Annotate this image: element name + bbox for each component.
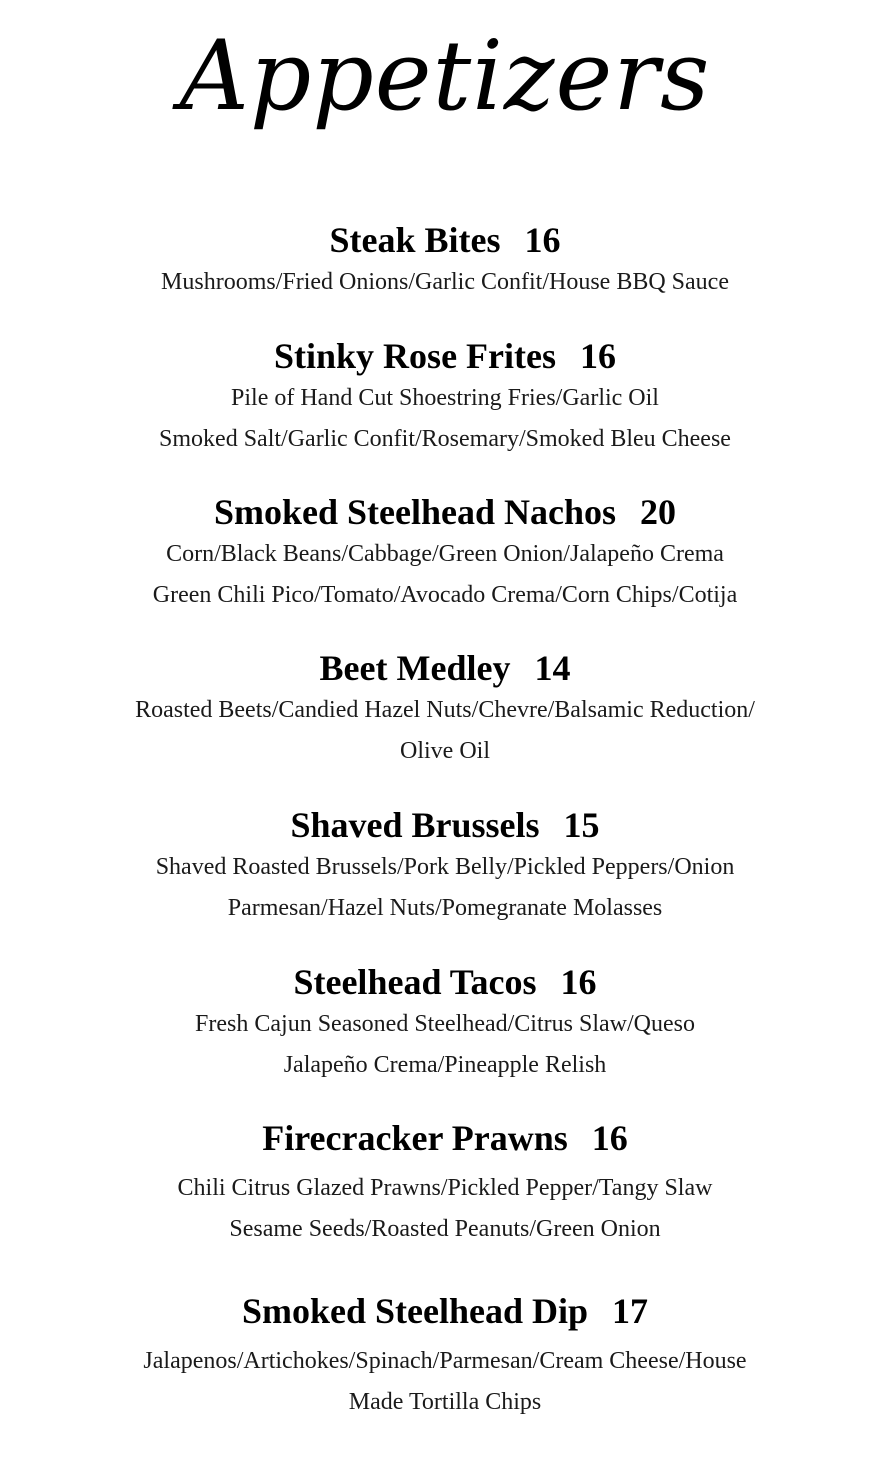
menu-item: [0, 490, 890, 616]
item-name: Steak Bites: [329, 220, 501, 260]
item-description-line: Made Tortilla Chips: [348, 1389, 542, 1415]
menu-item: [0, 1116, 890, 1250]
menu-item: [0, 803, 890, 929]
item-price: 16: [560, 962, 597, 1002]
item-description-line: Sesame Seeds/Roasted Peanuts/Green Onion: [229, 1216, 661, 1242]
item-name: Beet Medley: [319, 648, 511, 688]
item-price: 16: [591, 1118, 628, 1158]
item-price: 15: [563, 805, 600, 845]
item-heading: [0, 334, 890, 378]
item-description-line: Parmesan/Hazel Nuts/Pomegranate Molasses: [227, 895, 663, 921]
item-description-line: Chili Citrus Glazed Prawns/Pickled Pepper/Tangy Slaw: [177, 1175, 713, 1201]
item-heading: [0, 960, 890, 1004]
item-description-line: Green Chili Pico/Tomato/Avocado Crema/Corn Chips/Cotija: [152, 582, 738, 608]
item-price: 17: [612, 1291, 649, 1331]
item-description-line: Shaved Roasted Brussels/Pork Belly/Pickled Peppers/Onion: [155, 854, 735, 880]
item-name: Stinky Rose Frites: [274, 336, 556, 376]
item-description-line: Corn/Black Beans/Cabbage/Green Onion/Jalapeño Crema: [166, 541, 724, 567]
item-name: Smoked Steelhead Nachos: [213, 492, 617, 532]
menu-item: [0, 334, 890, 460]
menu-title: Appetizers: [179, 20, 711, 132]
menu-item: [0, 960, 890, 1086]
item-heading: [0, 803, 890, 847]
item-description-line: Mushrooms/Fried Onions/Garlic Confit/House BBQ Sauce: [161, 269, 729, 295]
menu-item: [0, 1289, 890, 1423]
item-price: 20: [640, 492, 677, 532]
item-description-line: Pile of Hand Cut Shoestring Fries/Garlic Oil: [231, 385, 659, 411]
item-description-line: Smoked Salt/Garlic Confit/Rosemary/Smoked Bleu Cheese: [159, 426, 731, 452]
item-price: 16: [524, 220, 561, 260]
item-price: 14: [534, 648, 571, 688]
item-heading: [0, 1116, 890, 1160]
item-name: Steelhead Tacos: [293, 962, 537, 1002]
item-heading: [0, 218, 890, 262]
item-description-line: Fresh Cajun Seasoned Steelhead/Citrus Slaw/Queso: [195, 1011, 695, 1037]
item-price: 16: [580, 336, 616, 376]
item-description-line: Jalapeño Crema/Pineapple Relish: [283, 1052, 607, 1078]
item-heading: [0, 1289, 890, 1333]
item-heading: [0, 490, 890, 534]
item-description-line: Olive Oil: [400, 738, 490, 764]
menu-item: [0, 218, 890, 303]
menu-item: [0, 646, 890, 772]
item-name: Shaved Brussels: [290, 805, 540, 845]
item-name: Firecracker Prawns: [262, 1118, 568, 1158]
item-heading: [0, 646, 890, 690]
item-name: Smoked Steelhead Dip: [241, 1291, 589, 1331]
item-description-line: Roasted Beets/Candied Hazel Nuts/Chevre/Balsamic Reduction/: [135, 697, 755, 723]
item-description-line: Jalapenos/Artichokes/Spinach/Parmesan/Cream Cheese/House: [143, 1348, 747, 1374]
